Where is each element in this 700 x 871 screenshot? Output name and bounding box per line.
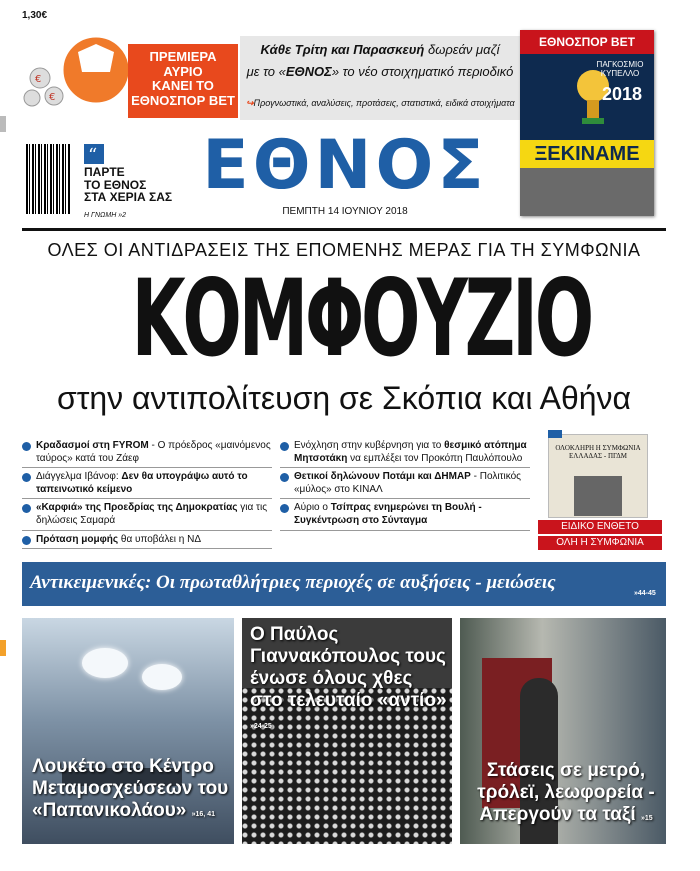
item-bold: Κραδασμοί στη FYROM [36,440,149,451]
surgical-light-icon [142,664,182,690]
feature-bar-text: Αντικειμενικές: Οι πρωταθλήτριες περιοχές σε αυξήσεις - μειώσεις [30,572,556,593]
magazine-brand: ΕΘΝΟΣΠΟΡ BET [520,30,654,54]
item-bold: Θετικοί δηλώνουν Ποτάμι και ΔΗΜΑΡ [294,471,471,483]
price-label: 1,30€ [22,10,48,21]
list-item[interactable] [22,471,272,499]
subheadline: στην αντιπολίτευση σε Σκόπια και Αθήνα [56,380,632,416]
banner-line-1 [240,42,520,57]
promo-line: ΠΡΕΜΙΕΡΑ [149,49,217,64]
promo-line: ΚΑΝΕΙ ΤΟ [152,78,214,93]
slogan [84,166,172,204]
margin-marker [0,116,6,132]
page-ref: »44-45 [634,590,656,597]
caption-text: Στάσεις σε μετρό, τρόλεϊ, λεωφορεία - Απεργούν τα ταξί [477,760,655,825]
svg-text:€: € [35,74,42,85]
photo-caption [470,760,662,830]
magazine-cover[interactable] [520,30,654,216]
insert-label: ΕΙΔΙΚΟ ΕΝΘΕΤΟ [538,520,662,534]
insert-badge [548,430,562,438]
list-item[interactable] [22,534,272,550]
item-text: - Ο πρόεδρος «μαινόμενος ταύρος» κατά του Ζάεφ [36,440,271,464]
list-item[interactable] [280,440,530,468]
item-text: Ενόχληση στην κυβέρνηση για το [294,440,445,451]
page-ref: »24-25 [250,723,272,730]
slogan-line: ΠΑΡΤΕ [84,165,125,179]
list-item[interactable] [280,502,530,530]
item-text: Αύριο ο [294,502,331,514]
item-text: Διάγγελμα Ιβάνοφ: [36,471,122,483]
bullet-icon [280,442,289,451]
banner-text: δωρεάν μαζί [424,42,500,57]
slogan-line: ΣΤΑ ΧΕΡΙΑ ΣΑΣ [84,190,173,204]
kicker: ΟΛΕΣ ΟΙ ΑΝΤΙΔΡΑΣΕΙΣ ΤΗΣ ΕΠΟΜΕΝΗΣ ΜΕΡΑΣ ΓΙΑ ΤΗ ΣΥΜΦΩΝΙΑ [47,240,641,260]
page-ref: »16, 41 [191,811,215,818]
banner-line-2 [240,64,520,79]
page-ref: »15 [641,815,653,822]
caption-text: Λουκέτο στο Κέντρο Μεταμοσχεύσεων του «Παπανικολάου» [32,756,229,821]
item-bold: «Καρφιά» της Προεδρίας της Δημοκρατίας [36,502,238,514]
barcode [26,144,70,214]
masthead[interactable]: ΕΘΝΟΣ [202,126,488,205]
item-text: θα υποβάλει η ΝΔ [118,533,202,545]
list-item[interactable] [22,502,272,530]
insert-label: ΟΛΗ Η ΣΥΜΦΩΝΙΑ [538,536,662,550]
caption-text: Ο Παύλος Γιαννακόπουλος τους ένωσε όλους χθες στο τελευταίο «αντίο» [250,624,447,711]
photo-caption [250,624,450,738]
banner-text: Προγνωστικά, αναλύσεις, προτάσεις, στατιστικά, ειδικά στοιχήματα [253,98,515,108]
item-text: - Πολιτικός «μύλος» στο ΚΙΝΑΛ [294,471,521,495]
item-bold: Τσίπρας ενημερώνει τη Βουλή - Συγκέντρωση στο Σύνταγμα [294,502,482,526]
photo-caption [32,756,232,826]
banner-text: με το « [246,64,286,79]
issue-date: ΠΕΜΠΤΗ 14 ΙΟΥΝΙΟΥ 2018 [282,206,408,217]
surgical-light-icon [82,648,128,678]
bullet-icon [22,473,31,482]
svg-text:“: “ [88,145,98,164]
quote-icon [84,144,104,164]
promo-line: ΑΥΡΙΟ [163,63,203,79]
banner-bold: Κάθε Τρίτη και Παρασκευή [260,42,425,57]
main-headline[interactable]: ΚΟΜΦΟΥΖΙΟ [131,257,591,380]
svg-text:€: € [49,92,56,103]
bullet-icon [22,504,31,513]
slogan-line: ΤΟ ΕΘΝΟΣ [84,177,147,192]
magazine-photo [520,168,654,216]
magazine-year: 2018 [601,84,643,104]
item-bold: Πρόταση μομφής [36,533,119,545]
football-icon [18,32,128,112]
item-text: να εμπλέξει τον Προκόπη Παυλόπουλο [347,452,523,464]
banner-text: » το νέο στοιχηματικό περιοδικό [331,64,514,79]
banner-line-3 [246,98,522,109]
bullet-icon [22,536,31,545]
bullet-icon [280,473,289,482]
promo-box[interactable] [128,44,238,118]
item-bold: Δεν θα υπογράψω αυτό το ταπεινωτικό κείμενο [36,471,248,495]
bullet-icon [280,504,289,513]
slogan-note: Η ΓΝΩΜΗ »2 [84,212,126,219]
magazine-subtitle: ΠΑΓΚΟΣΜΙΟ ΚΥΠΕΛΛΟ [596,60,644,78]
story-column-left [22,440,272,552]
banner-bold: ΕΘΝΟΣ [285,64,332,79]
story-column-right [280,440,530,534]
insert-photo [574,476,622,516]
item-bold: θεσμικό ατόπημα Μητσοτάκη [294,440,527,464]
list-item[interactable] [280,471,530,499]
margin-marker [0,640,6,656]
item-text: για τις δηλώσεις Σαμαρά [36,502,268,526]
insert-title: ΟΛΟΚΛΗΡΗ Η ΣΥΜΦΩΝΙΑ ΕΛΛΑΔΑΣ - ΠΓΔΜ [555,444,641,460]
divider [22,228,666,231]
magazine-cover-word: ΞΕΚΙΝΑΜΕ [520,140,654,168]
promo-line: ΕΘΝΟΣΠΟΡ BET [131,92,235,108]
bullet-icon [22,442,31,451]
arrow-icon: ↪ [246,98,254,108]
list-item[interactable] [22,440,272,468]
